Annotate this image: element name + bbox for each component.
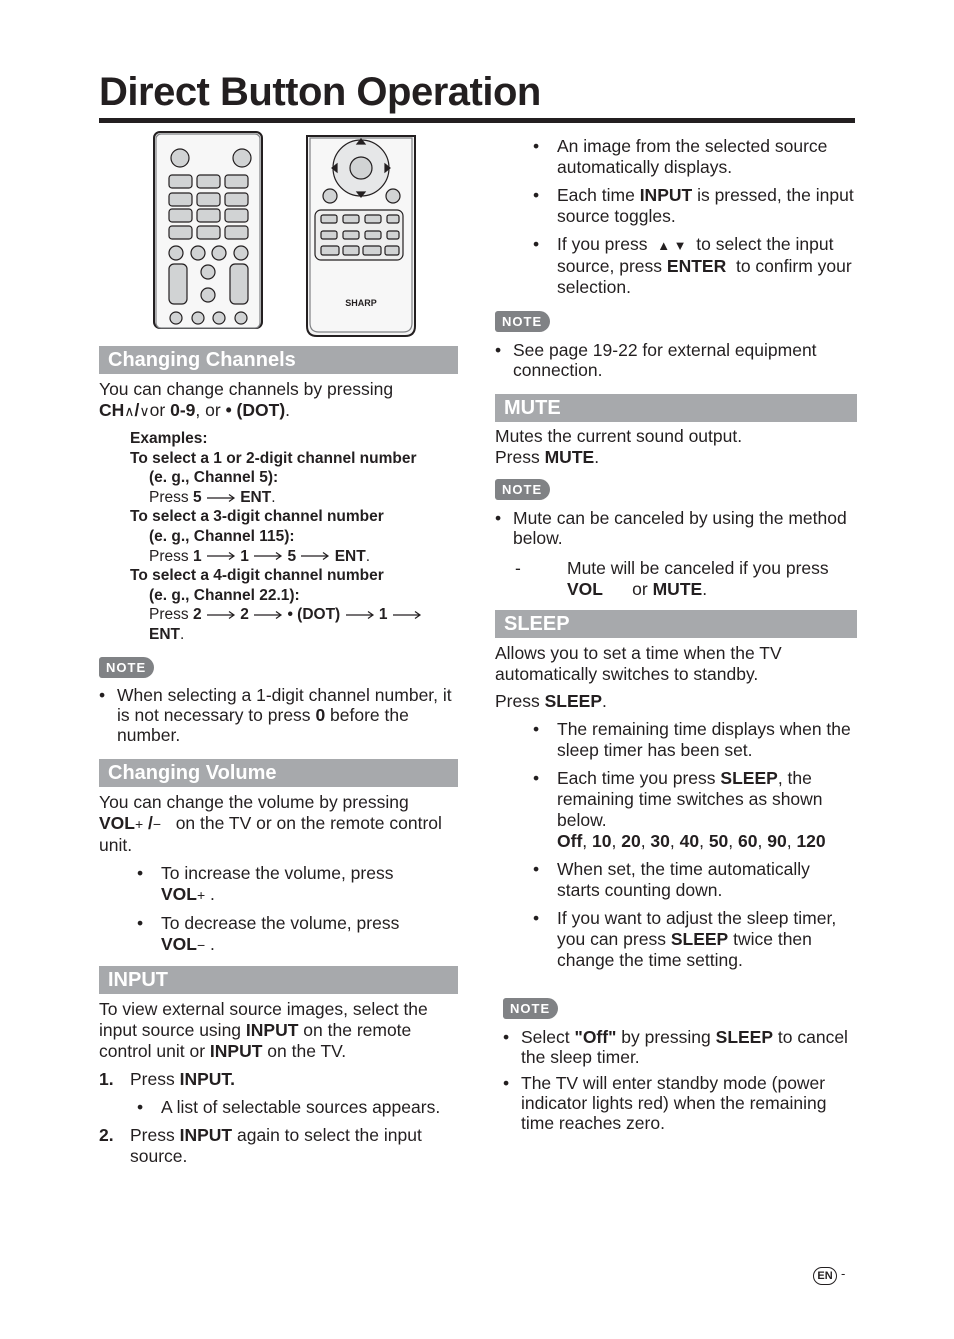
- input-result-2: • Each time INPUT is pressed, the input source toggles.: [533, 185, 854, 226]
- arrow-icon: [300, 551, 330, 561]
- remote-illustration: [150, 130, 422, 338]
- title-rule: [99, 118, 855, 123]
- mute-note: • Mute can be canceled by using the method below.: [495, 508, 847, 548]
- volume-decrease-item: • To decrease the volume, press VOL− .: [137, 912, 400, 954]
- sleep-bullet-2: • Each time you press SLEEP, the remaining time switches as shown below. Off, 10, 20, 30, 40, 50, 60, 90, 120: [533, 768, 826, 851]
- ch-down-icon: ∨: [139, 403, 150, 419]
- input-step-1-detail: • A list of selectable sources appears.: [137, 1096, 441, 1117]
- sleep-bullet-1: • The remaining time displays when the sleep timer has been set.: [533, 719, 851, 760]
- remote-left-panel: [154, 132, 262, 328]
- input-step-1: 1. Press INPUT.: [99, 1068, 236, 1089]
- section-header-input: INPUT: [99, 966, 458, 994]
- input-step-2: 2. Press INPUT again to select the input source.: [99, 1124, 422, 1166]
- left-column: [99, 346, 458, 1167]
- note-badge: NOTE: [99, 657, 154, 678]
- input-result-1: • An image from the selected source automatically displays.: [533, 136, 828, 177]
- sleep-desc: Allows you to set a time when the TV automatically switches to standby.: [495, 643, 782, 684]
- note-badge: NOTE: [503, 998, 558, 1019]
- section-header-mute: MUTE: [495, 394, 857, 422]
- remote-brand: SHARP: [345, 298, 377, 308]
- arrow-icon: [253, 610, 283, 620]
- section-header-changing-volume: Changing Volume: [99, 759, 458, 787]
- up-down-arrow-icon: ▲ ▼: [657, 238, 687, 253]
- ch-up-icon: ∧: [124, 403, 135, 419]
- sleep-press: Press SLEEP.: [495, 691, 607, 711]
- note-badge: NOTE: [495, 311, 550, 332]
- volume-intro: You can change the volume by pressing VOL+ /− on the TV or on the remote control unit.: [99, 791, 442, 855]
- page-number-dash: -: [841, 1266, 846, 1281]
- input-note: • See page 19-22 for external equipment connection.: [495, 340, 817, 380]
- sleep-note-2: • The TV will enter standby mode (power indicator lights red) when the remaining time reaches zero.: [503, 1073, 827, 1133]
- language-badge: EN: [813, 1267, 837, 1285]
- sleep-note-1: • Select "Off" by pressing SLEEP to cancel the sleep timer.: [503, 1027, 848, 1067]
- sleep-bullet-3: • When set, the time automatically starts counting down.: [533, 859, 810, 900]
- mute-desc: Mutes the current sound output. Press MUTE.: [495, 426, 743, 467]
- right-column: [495, 136, 857, 1133]
- channels-intro: You can change channels by pressing CH∧/∨or 0-9, or • (DOT).: [99, 379, 394, 420]
- arrow-icon: [206, 551, 236, 561]
- sleep-sequence: Off, 10, 20, 30, 40, 50, 60, 90, 120: [557, 831, 826, 851]
- mute-note-sub: - Mute will be canceled if you press VOL or MUTE.: [515, 558, 829, 599]
- channels-note: • When selecting a 1-digit channel number, it is not necessary to press 0 before the number.: [99, 684, 452, 745]
- note-badge: NOTE: [495, 479, 550, 500]
- input-intro: To view external source images, select the input source using INPUT on the remote control unit or INPUT on the TV.: [99, 998, 428, 1061]
- arrow-icon: [392, 610, 422, 620]
- arrow-icon: [345, 610, 375, 620]
- arrow-icon: [206, 610, 236, 620]
- section-header-changing-channels: Changing Channels: [99, 346, 458, 374]
- section-header-sleep: SLEEP: [495, 610, 857, 638]
- sleep-bullet-4: • If you want to adjust the sleep timer, you can press SLEEP twice then change the time setting.: [533, 908, 837, 970]
- arrow-icon: [206, 493, 236, 503]
- channel-examples: Examples: To select a 1 or 2-digit channel number (e. g., Channel 5): Press 5 ENT. To select a 3-digit channel number (e. g., Channel 115): Press 1 1 5 ENT. To select a 4-digit channel number (e. g., Channel 22.1): Press 2 2 • (DOT) 1 ENT.: [99, 429, 458, 645]
- arrow-icon: [253, 551, 283, 561]
- input-result-3: • If you press ▲ ▼ to select the input source, press ENTER to confirm your selection.: [533, 234, 852, 297]
- volume-increase-item: • To increase the volume, press VOL+ .: [137, 862, 394, 904]
- page-title: Direct Button Operation: [99, 70, 541, 114]
